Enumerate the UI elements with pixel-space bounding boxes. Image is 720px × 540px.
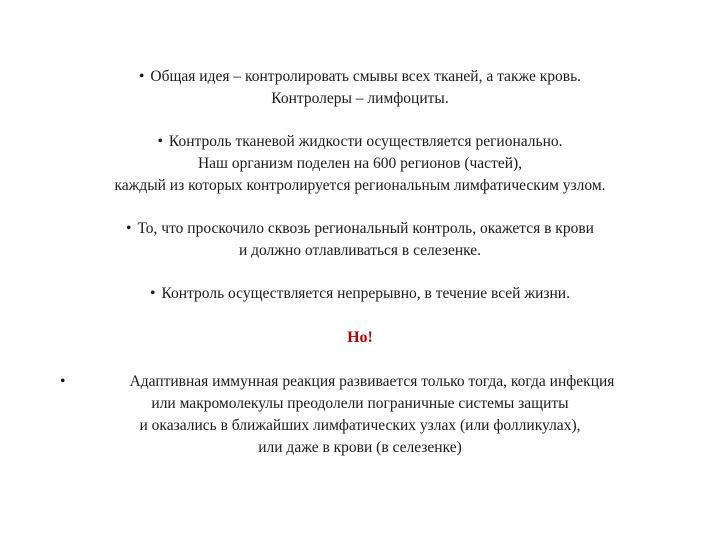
bullet-icon: • [60, 373, 66, 390]
paragraph-tissue-control [0, 131, 720, 197]
but-label: Но! [347, 329, 373, 346]
paragraph-adaptive-response [0, 371, 720, 459]
paragraph-line: и должно отлавливаться в селезенке. [238, 242, 482, 259]
paragraph-line: • Контроль осуществляется непрерывно, в течение всей жизни. [0, 283, 720, 305]
bullet-icon: • [138, 68, 145, 85]
paragraph-line: каждый из которых контролируется региональным лимфатическим узлом. [114, 177, 606, 194]
paragraph-line: Наш организм поделен на 600 регионов (частей), [197, 155, 523, 172]
bullet-icon: • [150, 285, 156, 302]
paragraph-continuous [0, 283, 720, 305]
paragraph-line: • Адаптивная иммунная реакция развивается только тогда, когда инфекция [0, 371, 720, 393]
paragraph-line: • То, что проскочило сквозь региональный контроль, окажется в крови [0, 218, 720, 240]
paragraph-line: или макромолекулы преодолели пограничные системы защиты [151, 395, 569, 412]
bullet-icon: • [157, 133, 163, 150]
bullet-icon: • [126, 220, 132, 237]
paragraph-line: или даже в крови (в селезенке) [258, 439, 462, 456]
paragraph-line: • Общая идея – контролировать смывы всех тканей, а также кровь. [0, 66, 720, 88]
paragraph-line: Контролеры – лимфоциты. [271, 90, 449, 107]
paragraph-spleen [0, 218, 720, 262]
paragraph-line: • Контроль тканевой жидкости осуществляется регионально. [0, 131, 720, 153]
but-heading [0, 327, 720, 349]
paragraph-general-idea [0, 66, 720, 110]
paragraph-line: и оказались в ближайших лимфатических узлах (или фолликулах), [139, 417, 581, 434]
